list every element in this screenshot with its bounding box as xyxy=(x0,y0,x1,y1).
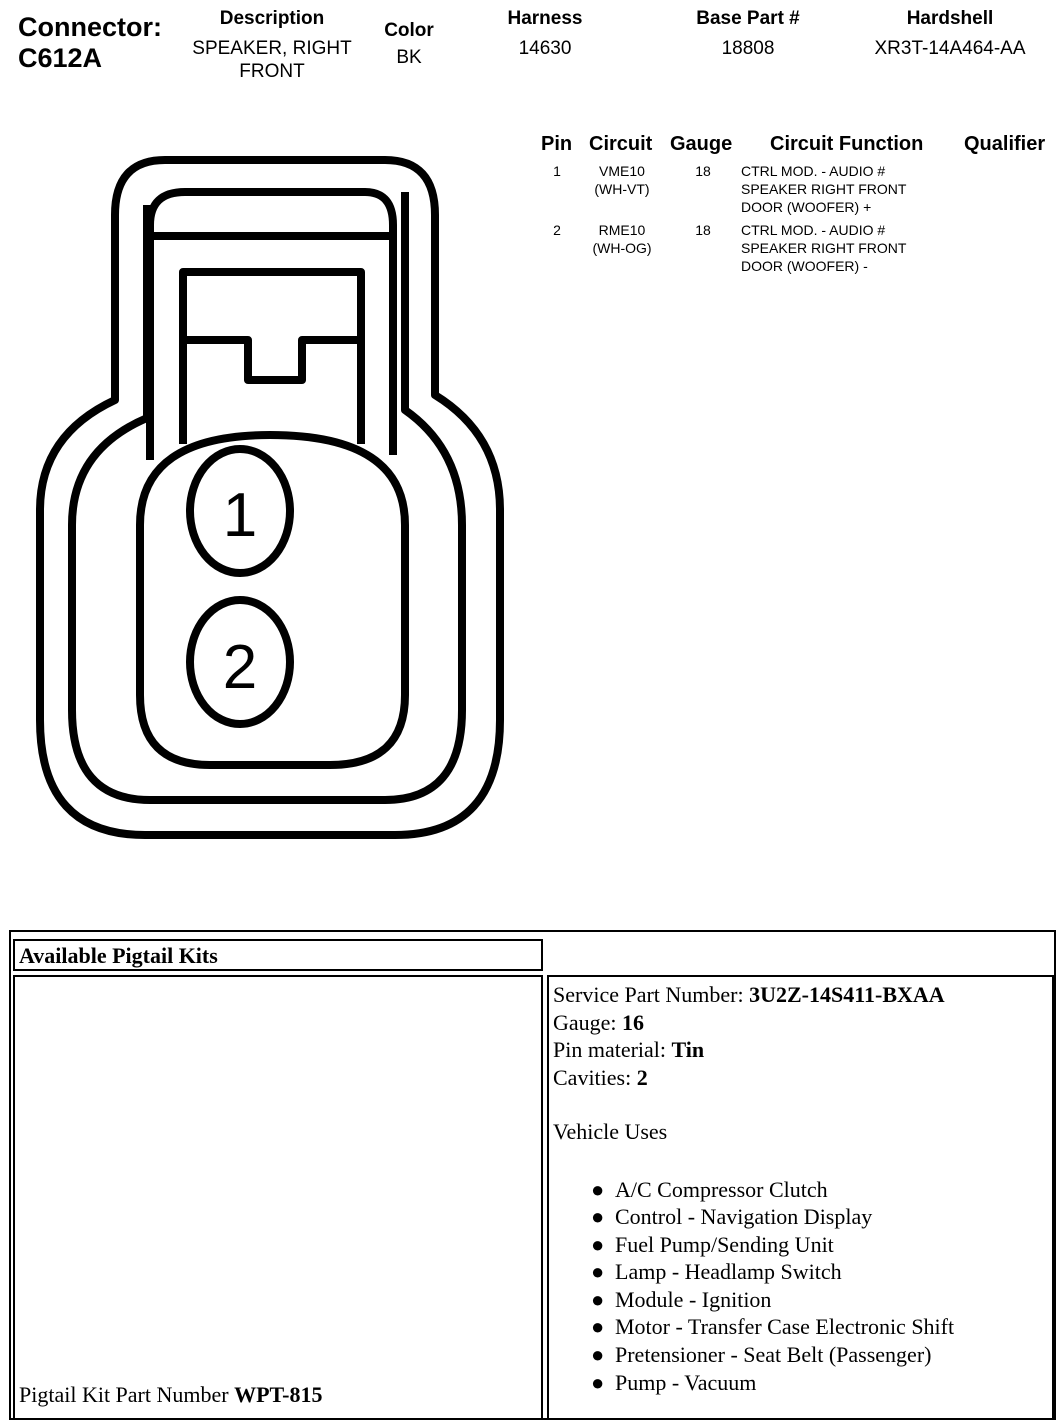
function-line: DOOR (WOOFER) - xyxy=(741,258,868,274)
connector-face-diagram xyxy=(0,140,520,850)
cavities-line xyxy=(553,1064,954,1092)
function-line: CTRL MOD. - AUDIO # xyxy=(741,163,886,179)
list-item xyxy=(553,1258,954,1286)
cavities-label: Cavities: xyxy=(553,1064,637,1090)
vehicle-use: A/C Compressor Clutch xyxy=(615,1176,828,1202)
circuit-code: VME10 xyxy=(599,163,645,179)
latch xyxy=(183,272,361,444)
connector-title xyxy=(18,12,162,74)
vehicle-use: Fuel Pump/Sending Unit xyxy=(615,1231,834,1257)
harness-label: Harness xyxy=(507,8,583,29)
list-item xyxy=(553,1341,954,1369)
list-item xyxy=(553,1176,954,1204)
service-part-value: 3U2Z-14S411-BXAA xyxy=(749,982,945,1007)
pin-header: Pin xyxy=(541,133,573,155)
description-line1: SPEAKER, RIGHT xyxy=(192,38,352,59)
harness-column xyxy=(475,7,615,60)
bullet-icon: ● xyxy=(591,1369,605,1395)
gauge-value: 18 xyxy=(695,222,711,238)
function-line: SPEAKER RIGHT FRONT xyxy=(741,181,907,197)
vehicle-uses-list xyxy=(553,1176,954,1397)
hardshell-column xyxy=(860,7,1040,60)
vehicle-use: Lamp - Headlamp Switch xyxy=(615,1259,842,1285)
gauge-label: Gauge: xyxy=(553,1009,623,1035)
description-line2: FRONT xyxy=(239,61,305,82)
harness-value: 14630 xyxy=(518,38,572,59)
spacer xyxy=(553,1091,954,1118)
connector-outer-outline xyxy=(40,160,500,835)
pin-number: 2 xyxy=(553,222,561,238)
kit-value: WPT-815 xyxy=(234,1382,323,1407)
pin-material-line xyxy=(553,1036,954,1064)
circuit-color: (WH-OG) xyxy=(592,240,652,256)
color-label: Color xyxy=(384,20,434,41)
gauge-line xyxy=(553,1009,954,1037)
cavities-value: 2 xyxy=(636,1064,648,1090)
vehicle-use: Pretensioner - Seat Belt (Passenger) xyxy=(615,1342,932,1368)
bullet-icon: ● xyxy=(591,1286,605,1312)
function-line: CTRL MOD. - AUDIO # xyxy=(741,222,886,238)
pigtail-title: Available Pigtail Kits xyxy=(19,943,218,968)
list-item xyxy=(553,1286,954,1314)
kit-label: Pigtail Kit Part Number xyxy=(19,1382,235,1407)
list-item xyxy=(553,1369,954,1397)
hardshell-label: Hardshell xyxy=(906,8,994,29)
vehicle-use: Control - Navigation Display xyxy=(615,1204,873,1230)
color-value: BK xyxy=(396,47,422,68)
pin-number: 1 xyxy=(553,163,561,179)
bullet-icon: ● xyxy=(591,1342,605,1368)
pigtail-kit-number xyxy=(19,1382,323,1408)
spacer xyxy=(553,1146,954,1176)
circuit-header: Circuit xyxy=(589,133,653,155)
service-part-line xyxy=(553,981,954,1009)
qualifier-header: Qualifier xyxy=(964,133,1046,155)
circuit-function-header: Circuit Function xyxy=(770,133,924,155)
list-item xyxy=(553,1203,954,1231)
vehicle-use: Module - Ignition xyxy=(615,1286,772,1312)
pigtail-details-cell xyxy=(547,975,1054,1420)
description-label: Description xyxy=(219,8,325,29)
circuit-code: RME10 xyxy=(598,222,646,238)
pin-material-value: Tin xyxy=(671,1037,705,1062)
pin-2-label: 2 xyxy=(222,633,258,702)
description-column xyxy=(172,7,372,83)
bullet-icon: ● xyxy=(591,1176,605,1202)
hardshell-value: XR3T-14A464-AA xyxy=(874,38,1026,59)
bullet-icon: ● xyxy=(591,1259,605,1285)
pigtail-specs xyxy=(553,981,954,1396)
vehicle-use: Pump - Vacuum xyxy=(615,1369,757,1395)
pin-material-label: Pin material: xyxy=(553,1037,672,1062)
circuit-color: (WH-VT) xyxy=(594,181,650,197)
vehicle-use: Motor - Transfer Case Electronic Shift xyxy=(615,1314,955,1340)
function-line: SPEAKER RIGHT FRONT xyxy=(741,240,907,256)
bullet-icon: ● xyxy=(591,1231,605,1257)
terminal-face xyxy=(140,435,405,765)
pin-1-label: 1 xyxy=(222,481,258,550)
connector-id: C612A xyxy=(18,43,103,73)
base-part-label: Base Part # xyxy=(696,8,800,29)
gauge-header: Gauge xyxy=(670,133,733,155)
bullet-icon: ● xyxy=(591,1204,605,1230)
gauge-value: 18 xyxy=(695,163,711,179)
function-line: DOOR (WOOFER) + xyxy=(741,199,872,215)
pigtail-title-cell xyxy=(13,939,543,971)
base-part-column xyxy=(668,7,828,60)
list-item xyxy=(553,1231,954,1259)
color-column xyxy=(369,19,449,69)
base-part-value: 18808 xyxy=(721,38,775,59)
service-part-label: Service Part Number: xyxy=(553,982,750,1007)
list-item xyxy=(553,1313,954,1341)
pigtail-image-cell xyxy=(13,975,543,1420)
latch-tab xyxy=(183,340,361,380)
vehicle-uses-label: Vehicle Uses xyxy=(553,1119,668,1144)
bullet-icon: ● xyxy=(591,1314,605,1340)
gauge-spec-value: 16 xyxy=(622,1009,645,1035)
connector-label: Connector: xyxy=(18,12,162,42)
